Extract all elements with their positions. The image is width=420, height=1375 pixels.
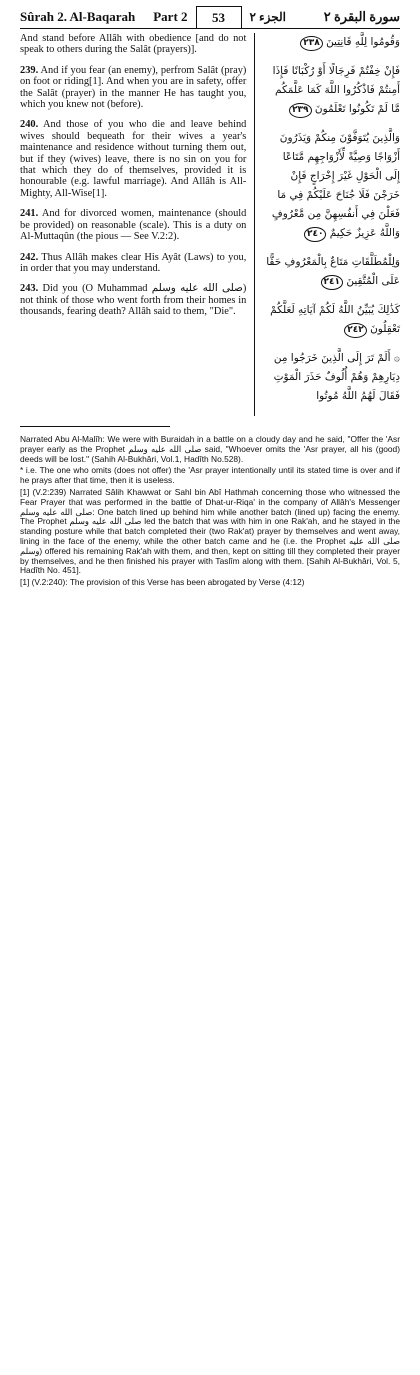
arabic-verse-text: كَذَٰلِكَ يُبَيِّنُ اللَّهُ لَكُمْ آيَاتِهِ لَعَلَّكُمْ تَعْقِلُونَ: [270, 304, 400, 335]
surah-title: Sûrah 2. Al-Baqarah: [20, 9, 136, 24]
footnote: [1] (V.2:239) Narrated Sâlih Khawwat or Sahl bin Abî Hathmah concerning those who witnessed the Fear Prayer that was performed in the battle of Dhat-ur-Riqa' in the company of Allâh's Messenger صلى الله عليه وسلم: One batch lined up behind him while another batch (lined up) facing the enemy. The Prophet صلى الله عليه وسلم led the batch that was with him in one Rak'ah, and he stayed in the standing posture while that batch completed their (two Rak'at) prayer by themselves and went away, lining in the face of the enemy, while the other batch came and he (i.e. the Prophet صلى الله عليه وسلم) offered his remaining Rak'ah with them, and then, kept on sitting till they completed their prayer by themselves, and he then finished his prayer with Taslîm along with them. [Sahih Al-Bukhâri, Vol. 5, Hadîth No. 451].: [20, 486, 400, 576]
footnotes: [20, 435, 400, 588]
english-verse: [20, 119, 246, 199]
footnote: [1] (V.2:240): The provision of this Verse has been abrogated by Verse (4:12): [20, 577, 305, 588]
footnote-divider: [20, 426, 170, 427]
arabic-verse-text: وَالَّذِينَ يُتَوَفَّوْنَ مِنكُمْ وَيَذَرُونَ أَزْوَاجًا وَصِيَّةً لِّأَزْوَاجِهِم مَّتَاعًا إِلَى الْحَوْلِ غَيْرَ إِخْرَاجٍ فَإِنْ خَرَجْنَ فَلَا جُنَاحَ عَلَيْكُمْ فِي مَا فَعَلْنَ فِي أَنفُسِهِنَّ مِن مَّعْرُوفٍ وَاللَّهُ عَزِيزٌ حَكِيمٌ: [271, 132, 400, 239]
arabic-verse-text: ۞ أَلَمْ تَرَ إِلَى الَّذِينَ خَرَجُوا مِن دِيَارِهِمْ وَهُمْ أُلُوفٌ حَذَرَ الْمَوْتِ فَقَالَ لَهُمُ اللَّهُ مُوتُوا: [273, 352, 400, 402]
english-verse: [20, 208, 246, 242]
arabic-verse-text: فَإِنْ خِفْتُمْ فَرِجَالًا أَوْ رُكْبَانًا فَإِذَا أَمِنتُمْ فَاذْكُرُوا اللَّهَ كَمَا عَلَّمَكُم مَّا لَمْ تَكُونُوا تَعْلَمُونَ: [272, 65, 400, 115]
juz-label-arabic: الجزء ٢: [249, 9, 286, 24]
footnote: * i.e. The one who omits (does not offer) the 'Asr prayer intentionally until its stated time is over and if he prays after that time, then it is useless.: [20, 465, 400, 486]
verse-end-marker: ٢٣٩: [289, 103, 311, 118]
verse-number: 241.: [20, 208, 39, 220]
part-label: Part 2: [153, 9, 188, 24]
arabic-verse: [265, 129, 400, 243]
verse-end-marker: ٢٣٨: [300, 36, 322, 51]
english-verse: [20, 283, 246, 317]
arabic-verse: [265, 253, 400, 291]
english-verse: [20, 33, 246, 56]
english-verse: [20, 252, 246, 275]
verse-number: 240.: [20, 119, 39, 131]
arabic-verse: [265, 301, 400, 339]
verse-number: 242.: [20, 251, 39, 263]
surah-title-arabic: سورة البقرة ٢: [323, 9, 400, 24]
page-header: [20, 6, 400, 29]
page: [20, 6, 400, 590]
verse-text: And for divorced women, maintenance (should be provided) on reasonable (scale). This is a duty on Al-Muttaqûn (the pious — See V.2:2).: [20, 208, 247, 243]
verse-text: And those of you who die and leave behind wives should bequeath for their wives a year's maintenance and residence without turning them out, but if they (wives) leave, there is no sin on you for that which they do of themselves, provided it is honourable (e.g. lawful marriage). And Allâh is All-Mighty, All-Wise[1].: [20, 119, 247, 199]
english-verse: [20, 65, 246, 111]
arabic-text-column: [255, 33, 400, 416]
verse-number: 239.: [20, 64, 39, 76]
arabic-verse: [265, 349, 400, 406]
arabic-verse: [265, 62, 400, 119]
verse-end-marker: ٢٤١: [321, 275, 343, 290]
verse-end-marker: ٢٤٠: [304, 227, 326, 242]
verse-columns: [20, 33, 400, 416]
verse-text: And stand before Allâh with obedience [and do not speak to others during the Salât (prayers)].: [20, 33, 247, 56]
verse-number: 243.: [20, 283, 39, 295]
verse-text: Thus Allâh makes clear His Ayât (Laws) to you, in order that you may understand.: [20, 251, 247, 274]
arabic-verse-text: وَلِلْمُطَلَّقَاتِ مَتَاعٌ بِالْمَعْرُوفِ حَقًّا عَلَى الْمُتَّقِينَ: [266, 256, 400, 287]
verse-end-marker: ٢٤٢: [344, 323, 366, 338]
arabic-verse-text: وَقُومُوا لِلَّهِ قَانِتِينَ: [326, 36, 400, 48]
english-translation-column: [20, 33, 255, 416]
verse-text: And if you fear (an enemy), perfrom Salât (pray) on foot or riding[1]. And when you are in safety, offer the Salât (prayer) in the manner He has taught you, which you knew not (before).: [20, 64, 247, 111]
page-number: 53: [196, 6, 242, 28]
arabic-verse: [265, 33, 400, 52]
verse-text: Did you (O Muhammad صلى الله عليه وسلم) not think of those who went forth from their homes in thousands, fearing death? Allâh said to them, "Die".: [20, 283, 247, 318]
footnote: Narrated Abu Al-Malîh: We were with Buraidah in a battle on a cloudy day and he said, "Offer the 'Asr prayer early as the Prophet صلى الله عليه وسلم said, "Whoever omits the 'Asr prayer, all his (good) deeds will be lost." (Sahih Al-Bukhâri, Vol.1, Hadîth No.528).: [20, 434, 401, 464]
